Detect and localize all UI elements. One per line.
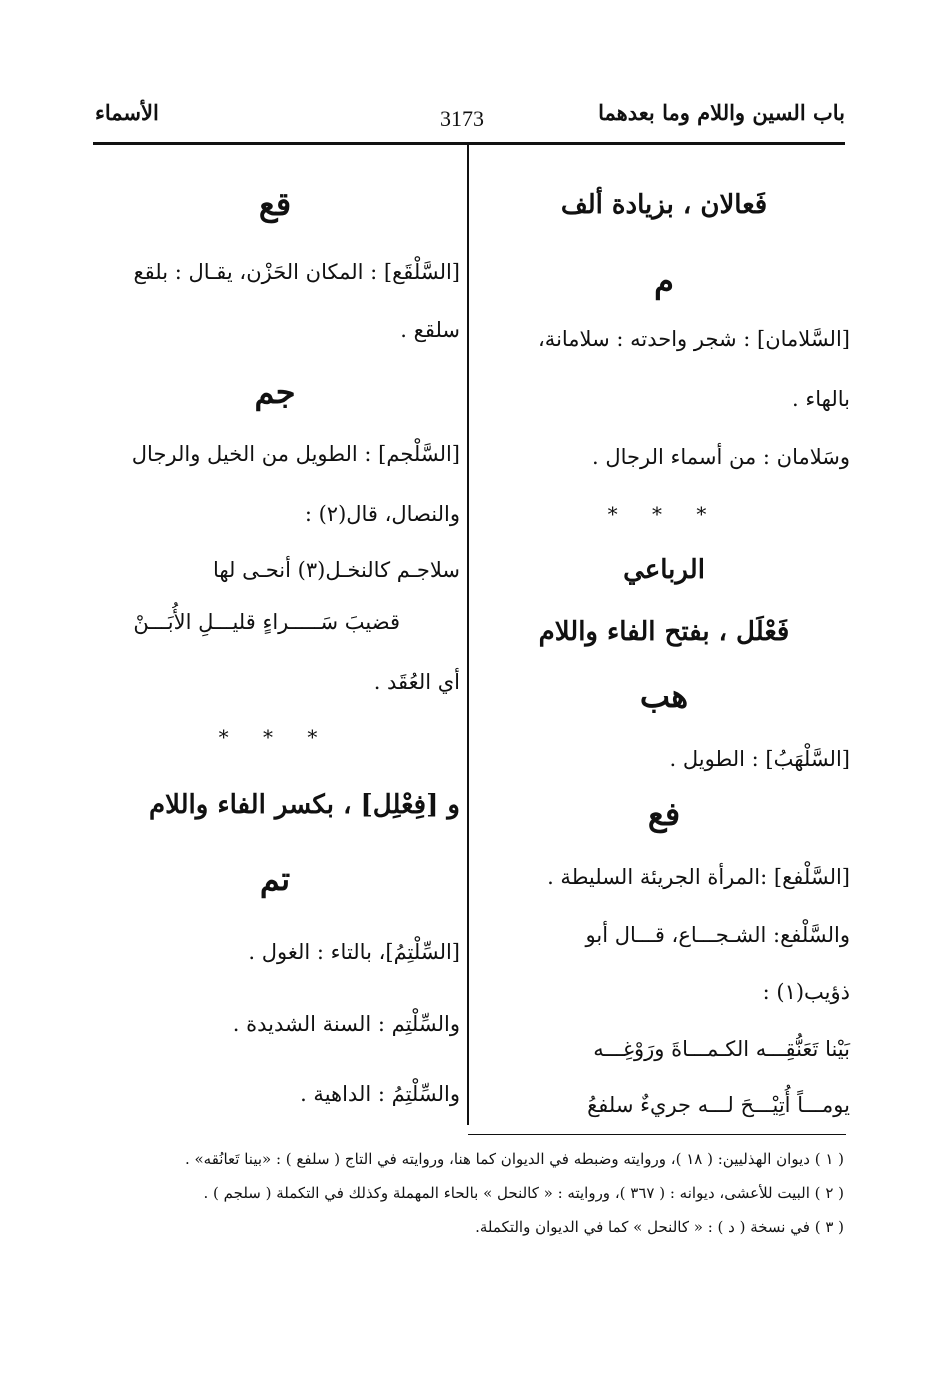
root-heading: هب — [639, 677, 689, 715]
footnote: ( ٢ ) البيت للأعشى، ديوانه : ( ٣٦٧ )، وروايته : « كالنحل » بالحاء المهملة وكذلك في التكملة ( سلجم ) . — [203, 1184, 844, 1202]
root-heading: تم — [259, 860, 291, 898]
footnote: ( ١ ) ديوان الهذليين: ( ١٨ )، وروايته وضبطه في الديوان كما هنا، وروايته في التاج ( سلفع ) : «بينا تَعانُقه» . — [184, 1150, 844, 1168]
entry-text: [السِّلْتِمُ]، بالتاء : الغول . — [248, 940, 460, 964]
entry-text: والسَّلْفع: الشـجـــاع، قـــال أبو — [585, 923, 850, 947]
entry-text: والسِّلْتِم : السنة الشديدة . — [232, 1012, 460, 1036]
entry-text: [السَّلْفع] :المرأة الجريئة السليطة . — [547, 865, 850, 889]
poem-verse: يومـــاً أُتِيْـــحَ لـــه جريءٌ سلفعُ — [587, 1093, 850, 1117]
root-heading: قع — [258, 185, 292, 223]
entry-text: ذؤيب(١) : — [762, 980, 850, 1004]
entry-text: [السَّلْقَع] : المكان الحَزْن، يقـال : بلقع — [133, 260, 460, 284]
chapter-title: باب السين واللام وما بعدهما — [598, 100, 845, 125]
page-number: 3173 — [440, 106, 484, 131]
entry-text: والسِّلْتِمُ : الداهية . — [300, 1082, 460, 1106]
root-heading: فع — [647, 795, 681, 833]
root-heading: م — [654, 262, 674, 300]
poem-verse: بَيْنا تَعَنُّقِـــه الكـمـــاةَ ورَوْغِـــه — [593, 1037, 850, 1061]
section-separator: * * * — [607, 502, 721, 526]
entry-text: [السَّلامان] : شجر واحدته : سلامانة، — [538, 327, 850, 351]
pattern-heading: و [فِعْلِل] ، بكسر الفاء واللام — [149, 790, 460, 820]
entry-text: والنصال، قال(٢) : — [304, 502, 460, 526]
entry-text: أي العُقَد . — [373, 670, 460, 694]
pattern-heading: فَعالان ، بزيادة ألف — [560, 190, 768, 220]
entry-text: [السَّلْهَبُ] : الطويل . — [669, 747, 850, 771]
footnote: ( ٣ ) في نسخة ( د ) : « كالنحل » كما في الديوان والتكملة. — [475, 1218, 844, 1236]
pattern-heading: فَعْلَل ، بفتح الفاء واللام — [538, 617, 790, 647]
header-rule — [93, 142, 845, 145]
poem-verse: قضيبَ سَـــــراءٍ قليـــلِ الأُبَـــنْ — [133, 610, 400, 634]
section-heading: الرباعي — [623, 555, 705, 585]
column-divider — [467, 145, 469, 1125]
entry-text: بالهاء . — [792, 387, 850, 411]
section-title: الأسماء — [95, 100, 159, 125]
poem-verse: سلاجـم كالنخـل(٣) أنحـى لها — [212, 558, 460, 582]
entry-text: سلقع . — [400, 318, 460, 342]
section-separator: * * * — [218, 725, 332, 749]
footnote-rule — [468, 1134, 846, 1135]
page-header — [95, 100, 845, 140]
entry-text: [السَّلْجم] : الطويل من الخيل والرجال — [131, 442, 460, 466]
entry-text: وسَلامان : من أسماء الرجال . — [592, 445, 850, 469]
root-heading: جم — [254, 373, 296, 411]
